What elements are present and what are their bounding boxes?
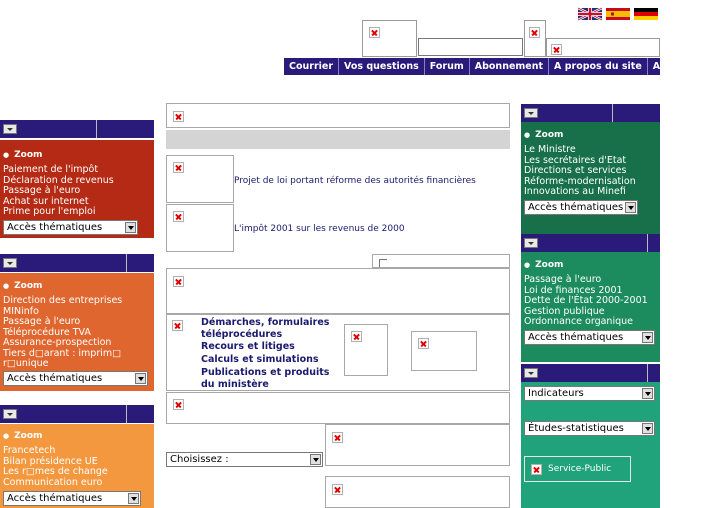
header-image-frame (362, 20, 417, 57)
left-link[interactable]: Francetech (3, 445, 56, 456)
right-panel-1-select[interactable]: Accès thématiques (524, 200, 638, 215)
indicateurs-select[interactable]: Indicateurs (524, 386, 655, 401)
etudes-select[interactable]: Études-statistiques (524, 421, 655, 436)
spanish-flag-icon[interactable] (606, 8, 630, 20)
broken-image-icon (332, 432, 343, 443)
right-panel-2-select[interactable]: Accès thématiques (524, 330, 655, 345)
dropdown-arrow-icon (128, 493, 139, 504)
service-public-button[interactable] (524, 456, 631, 482)
english-flag-icon[interactable] (578, 8, 602, 20)
header-image-frame (524, 20, 546, 57)
broken-image-icon (173, 399, 184, 410)
service-public-label: Service-Public (548, 464, 612, 474)
left-link[interactable]: Les r□mes de change (3, 466, 108, 477)
right-link[interactable]: Réforme-modernisation (524, 175, 636, 187)
broken-image-icon (173, 111, 184, 122)
right-panel-1-header (521, 104, 660, 122)
left-link[interactable]: Prime pour l'emploi (3, 206, 96, 217)
right-panel-2 (521, 252, 660, 362)
right-panel-3-header (521, 364, 660, 382)
service-link-recours[interactable]: Recours et litiges (201, 341, 295, 352)
dropdown-arrow-icon (625, 202, 636, 213)
collapse-icon[interactable] (524, 368, 538, 378)
nav-forum[interactable]: Forum (424, 58, 469, 75)
service-image-frame (344, 324, 388, 376)
main-nav (284, 58, 718, 75)
broken-image-icon (172, 320, 183, 331)
right-link[interactable]: Passage à l'euro (524, 274, 602, 285)
left-link[interactable]: Bilan présidence UE (3, 455, 98, 467)
right-link[interactable]: Loi de finances 2001 (524, 284, 623, 296)
left-panel-3-select[interactable]: Accès thématiques (3, 491, 141, 506)
left-panel-1-header (0, 120, 154, 138)
broken-image-icon (551, 44, 562, 55)
zoom-heading: ● Zoom (524, 260, 660, 270)
right-panel-1 (521, 122, 660, 234)
left-link[interactable]: Tiers d□arant : imprim□ (3, 347, 122, 359)
left-panel-1-select[interactable]: Accès thématiques (3, 220, 138, 235)
dropdown-arrow-icon (125, 222, 136, 233)
search-input[interactable] (418, 38, 523, 56)
zoom-heading: ● Zoom (3, 431, 154, 441)
right-link[interactable]: Le Ministre (524, 144, 576, 155)
service-link-demarches[interactable]: Démarches, formulaires téléprocédures (201, 317, 330, 340)
nav-courrier[interactable]: Courrier (289, 61, 334, 72)
nav-a-propos[interactable]: A propos du site (548, 58, 647, 75)
center-image-frame (325, 424, 510, 466)
broken-image-icon (351, 331, 362, 342)
right-panel-2-header (521, 234, 660, 252)
service-link-publications[interactable]: Publications et produits du ministère (201, 367, 330, 390)
collapse-icon[interactable] (3, 258, 17, 268)
right-link[interactable]: Dette de l'État 2000-2001 (524, 295, 648, 306)
german-flag-icon[interactable] (634, 8, 658, 20)
left-link[interactable]: Paiement de l'impôt (3, 164, 99, 175)
left-link[interactable]: r□unique (3, 358, 49, 369)
nav-vos-questions[interactable]: Vos questions (338, 58, 424, 75)
left-link[interactable]: Assurance-prospection (3, 337, 112, 348)
zoom-heading: ● Zoom (3, 281, 154, 291)
left-link[interactable]: MINinfo (3, 305, 39, 317)
nav-autres-sites[interactable]: Autres sites (647, 58, 722, 75)
dropdown-arrow-icon (642, 332, 653, 343)
news-link-2[interactable]: L'impôt 2001 sur les revenus de 2000 (234, 224, 405, 234)
grey-divider (166, 130, 510, 149)
nav-abonnement[interactable]: Abonnement (469, 58, 548, 75)
left-link[interactable]: Téléprocédure TVA (3, 326, 91, 338)
collapse-icon[interactable] (3, 124, 17, 134)
dropdown-arrow-icon (642, 423, 653, 434)
small-frame (372, 254, 510, 268)
collapse-icon[interactable] (3, 409, 17, 419)
right-link[interactable]: Ordonnance organique (524, 316, 633, 327)
center-image-frame (166, 268, 510, 314)
collapse-icon[interactable] (524, 238, 538, 248)
right-link[interactable]: Directions et services (524, 165, 627, 176)
left-link[interactable]: Passage à l'euro (3, 316, 81, 327)
news-image-2 (166, 204, 234, 252)
right-link[interactable]: Les secrétaires d'Etat (524, 154, 627, 166)
left-link[interactable]: Communication euro (3, 476, 103, 488)
dropdown-arrow-icon (310, 454, 321, 465)
center-image-frame (166, 392, 510, 424)
collapse-icon[interactable] (524, 108, 538, 118)
broken-image-icon (173, 276, 184, 287)
dropdown-arrow-icon (642, 388, 653, 399)
choose-select[interactable]: Choisissez : (166, 452, 323, 467)
dropdown-arrow-icon (135, 373, 146, 384)
left-link[interactable]: Déclaration de revenus (3, 174, 114, 186)
center-banner-frame (166, 103, 510, 128)
left-link[interactable]: Passage à l'euro (3, 185, 81, 196)
broken-image-icon (332, 484, 343, 495)
service-image-frame (411, 331, 477, 371)
left-panel-3-header (0, 405, 154, 423)
broken-image-icon (529, 27, 540, 38)
left-link[interactable]: Direction des entreprises (3, 295, 123, 306)
left-panel-2-header (0, 254, 154, 272)
broken-image-icon (173, 162, 184, 173)
header-image-frame (546, 38, 660, 57)
news-image-1 (166, 155, 234, 203)
zoom-heading: ● Zoom (524, 130, 660, 140)
broken-image-icon (418, 338, 429, 349)
zoom-heading: ● Zoom (3, 150, 154, 160)
news-link-1[interactable]: Projet de loi portant réforme des autorités financières (234, 176, 476, 186)
broken-image-icon (173, 211, 184, 222)
center-image-frame (325, 476, 510, 508)
left-panel-2-select[interactable]: Accès thématiques (3, 371, 148, 386)
broken-image-icon (531, 464, 542, 475)
right-link[interactable]: Innovations au Minefi (524, 186, 626, 197)
left-link[interactable]: Achat sur internet (3, 195, 89, 207)
broken-image-icon (369, 27, 380, 38)
right-link[interactable]: Gestion publique (524, 305, 605, 317)
service-link-calculs[interactable]: Calculs et simulations (201, 354, 319, 365)
